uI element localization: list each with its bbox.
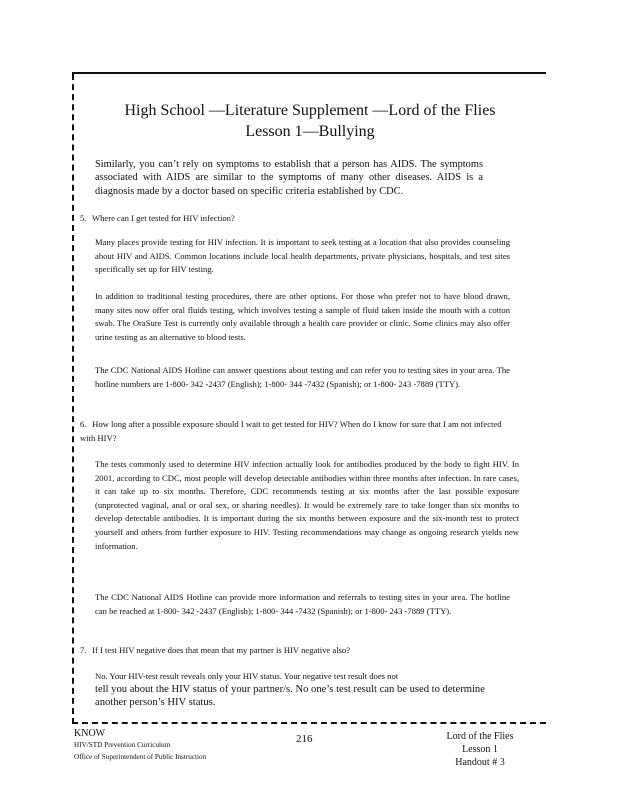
title-line-1: High School —Literature Supplement —Lord of the Flies [124,102,496,119]
footer-book-title: Lord of the Flies [446,731,514,742]
footer-left-block [74,728,206,763]
page-title [90,100,530,142]
footer-right-block [438,730,522,769]
question-5-number: 5. [80,213,87,223]
intro-paragraph [95,158,483,198]
footer-curriculum-label: HIV/STD Prevention Curriculum [74,741,171,749]
answer-6-paragraph-1: The tests commonly used to determine HIV infection actually look for antibodies produced by the body to fight HIV. In 2001, according to CDC, most people will develop detectable antibodies within three months after infection. In rare cases, it can take up to six months. Therefore, CDC recommends testing at six months after the last possible exposure (unprotected vaginal, anal or oral sex, or sharing needles). It would be extremely rare to take longer than six months to develop detectable antibodies. It is important during the six months between exposure and the six-month test to protect yourself and others from further exposure to HIV. Testing recommendations may change as ongoing research yields new information. [95,459,519,551]
footer-office-label: Office of Superintendent of Public Instruction [74,753,207,761]
bottom-dashed-border [72,722,546,724]
footer-lesson-label: Lesson 1 [462,744,498,755]
answer-5-paragraph-1: Many places provide testing for HIV infection. It is important to seek testing at a location that also provides counseling about HIV and AIDS. Common locations include local health departments, private physicians, hospitals, and test sites specifically set up for HIV testing. [95,237,510,275]
question-7-number: 7. [80,645,87,655]
answer-7-line-1: No. Your HIV-test result reveals only your HIV status. Your negative test result does not [95,671,399,681]
footer-know-label: KNOW [74,728,106,739]
top-border-line [72,72,546,74]
left-dashed-border [72,74,74,724]
question-5-text: Where can I get tested for HIV infection? [92,213,235,223]
question-6-number: 6. [80,419,87,429]
answer-6-paragraph-2: The CDC National AIDS Hotline can provide more information and referrals to testing sites in your area. The hotline can be reached at 1-800- 342 -2437 (English); 1-800- 344 -7432 (Spanish); or 1-800- 243 -7889 (TTY). [95,592,510,616]
question-7 [80,644,500,658]
question-7-text: If I test HIV negative does that mean that my partner is HIV negative also? [92,645,351,655]
title-line-2: Lesson 1—Bullying [245,123,375,140]
footer-handout-label: Handout # 3 [455,757,505,768]
answer-5-paragraph-2: In addition to traditional testing procedures, there are other options. For those who prefer not to have blood drawn, many sites now offer oral fluids testing, which involves testing a sample of fluid taken inside the mouth with a cotton swab. The OraSure Test is currently only available through a health care provider or clinic. Some clinics may also offer urine testing as an alternative to blood tests. [95,291,510,342]
answer-5-paragraph-3: The CDC National AIDS Hotline can answer questions about testing and can refer you to testing sites in your area. The hotline numbers are 1-800- 342 -2437 (English); 1-800- 344 -7432 (Spanish); or 1-800- 243 -7889 (TTY). [95,365,510,389]
answer-7-continuation: tell you about the HIV status of your partner/s. No one’s test result can be used to determine another person’s HIV status. [95,684,485,709]
question-6 [80,418,510,445]
intro-paragraph-text: Similarly, you can’t rely on symptoms to establish that a person has AIDS. The symptoms associated with AIDS are similar to the symptoms of many other diseases. AIDS is a diagnosis made by a doctor based on specific criteria established by CDC. [95,159,483,197]
question-6-text: How long after a possible exposure should I wait to get tested for HIV? When do I know for sure that I am not infected with HIV? [80,419,502,443]
question-5 [80,212,500,226]
page-number: 216 [296,733,313,745]
